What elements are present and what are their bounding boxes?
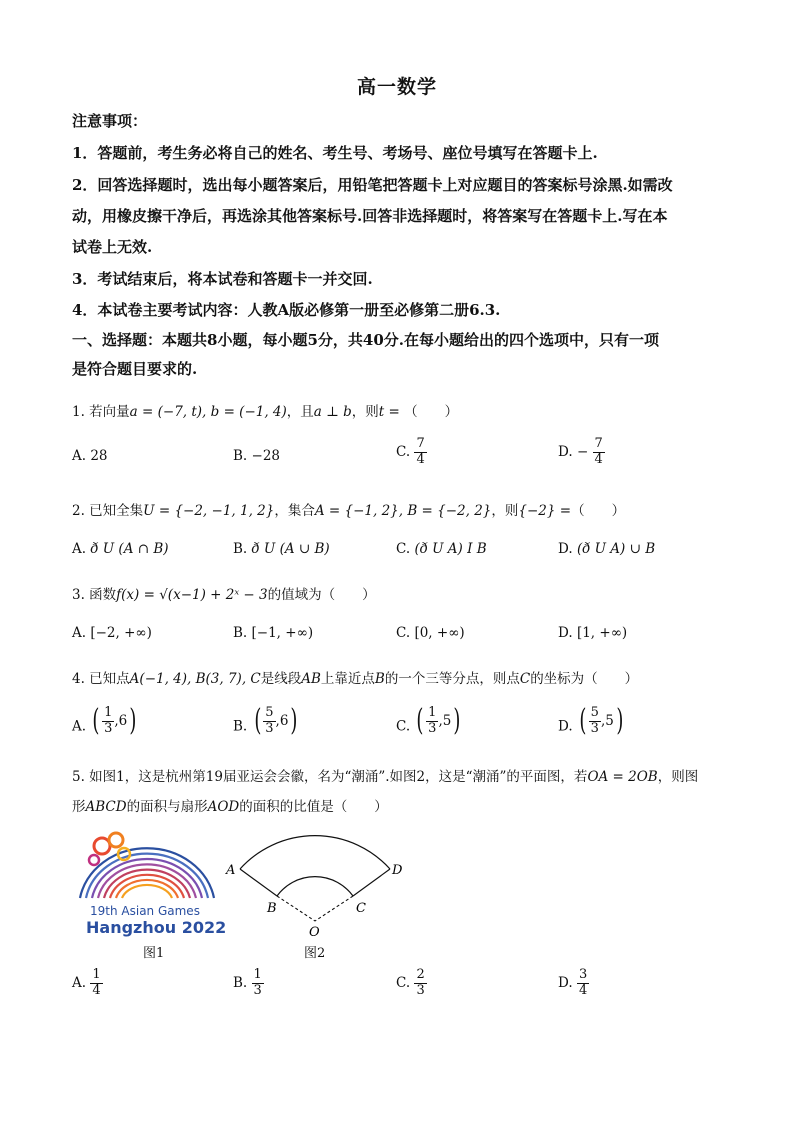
q4-option-b: B. ( $\frac{5}{3}$ , 6 ) — [233, 703, 298, 739]
q3-function: f(x) = √(x−1) + 2ˣ − 3 — [116, 587, 268, 603]
q1-vectors: a = (−7, t), b = (−1, 4) — [129, 404, 287, 420]
q2-option-b: B. ð U (A ∪ B) — [233, 541, 330, 557]
notice-item: 3．考试结束后，将本试卷和答题卡一并交回. — [72, 270, 373, 288]
notice-item: 4．本试卷主要考试内容：人教A版必修第一册至必修第二册6.3. — [72, 301, 501, 319]
notice-item: 1．答题前，考生务必将自己的姓名、考生号、考场号、座位号填写在答题卡上. — [72, 144, 598, 162]
question-4: 4. 已知点A(−1, 4), B(3, 7), C是线段AB上靠近点B的一个三等分点，则点C的坐标为（ ） — [72, 671, 639, 687]
sector-diagram — [225, 826, 415, 938]
notice-item: 试卷上无效. — [72, 238, 153, 256]
q3-option-b: B. [−1, +∞) — [233, 625, 314, 641]
q5-option-c: C. $\frac{2}{3}$ — [396, 967, 425, 998]
section-heading: 一、选择题：本题共8小题，每小题5分，共40分.在每小题给出的四个选项中，只有一项 — [72, 331, 659, 349]
figure-1-caption: 图1 — [143, 946, 165, 961]
notice-heading: 注意事项： — [72, 112, 148, 130]
figure-2-caption: 图2 — [304, 946, 326, 961]
logo-title: Hangzhou 2022 — [86, 918, 227, 937]
question-5-line-1: 5. 如图1，这是杭州第19届亚运会会徽，名为“潮涌”.如图2，这是“潮涌”的平面图，若OA = 2OB，则图 — [72, 769, 699, 785]
q2-option-d: D. (ð U A) ∪ B — [558, 541, 656, 557]
q3-option-a: A. [−2, +∞) — [72, 625, 152, 641]
question-3: 3. 函数f(x) = √(x−1) + 2ˣ − 3的值域为（ ） — [72, 587, 376, 603]
inner-arc — [277, 877, 353, 896]
q1-option-d: D. − $\frac{7}{4}$ — [558, 436, 603, 467]
segment-bo — [277, 896, 315, 921]
question-2: 2. 已知全集U = {−2, −1, 1, 2}，集合A = {−1, 2}, B = {−2, 2}，则{−2} =（ ） — [72, 503, 626, 519]
segment-co — [315, 896, 353, 921]
point-o-label: O — [309, 925, 320, 938]
notice-item: 动，用橡皮擦干净后，再选涂其他答案标号.回答非选择题时，将答案写在答题卡上.写在本 — [72, 207, 668, 225]
point-c-label: C — [356, 901, 366, 916]
point-b-label: B — [267, 901, 277, 916]
q4-option-c: C. ( $\frac{1}{3}$ , 5 ) — [396, 703, 461, 739]
q1-option-b: B. −28 — [233, 448, 281, 464]
question-5-line-2: 形ABCD的面积与扇形AOD的面积的比值是（ ） — [72, 799, 388, 815]
page-title: 高一数学 — [356, 76, 437, 98]
q5-option-d: D. $\frac{3}{4}$ — [558, 967, 588, 998]
q5-option-b: B. $\frac{1}{3}$ — [233, 967, 262, 998]
segment-ab — [240, 869, 277, 896]
q1-option-c: C. $\frac{7}{4}$ — [396, 436, 425, 467]
q3-option-d: D. [1, +∞) — [558, 625, 628, 641]
q2-option-c: C. (ð U A) I B — [396, 541, 487, 557]
q1-option-a: A. 28 — [72, 448, 108, 464]
q1-condition: a ⊥ b — [313, 404, 352, 420]
q2-option-a: A. ð U (A ∩ B) — [72, 541, 169, 557]
q4-option-a: A. ( $\frac{1}{3}$ , 6 ) — [72, 703, 137, 739]
q5-option-a: A. $\frac{1}{4}$ — [72, 967, 101, 998]
section-heading: 是符合题目要求的. — [72, 360, 198, 378]
q4-option-d: D. ( $\frac{5}{3}$ , 5 ) — [558, 703, 624, 739]
logo-subtitle: 19th Asian Games — [90, 904, 200, 918]
segment-dc — [353, 869, 390, 896]
asian-games-logo — [72, 826, 227, 937]
point-a-label: A — [226, 863, 236, 878]
logo-waves-icon — [72, 826, 222, 906]
point-d-label: D — [392, 863, 403, 878]
notice-item: 2．回答选择题时，选出每小题答案后，用铅笔把答题卡上对应题目的答案标号涂黑.如需改 — [72, 176, 673, 194]
question-1: 1. 若向量a = (−7, t), b = (−1, 4)，且a ⊥ b，则t = （ ） — [72, 404, 459, 420]
q3-option-c: C. [0, +∞) — [396, 625, 465, 641]
outer-arc — [240, 836, 390, 869]
